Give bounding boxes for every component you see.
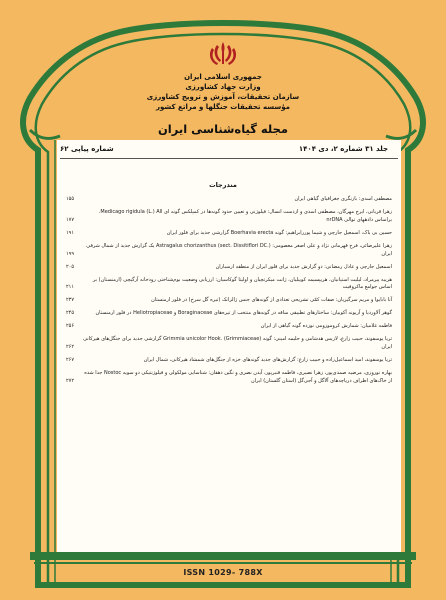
toc-title: مندرجات xyxy=(209,181,237,189)
issue-serial-number: شماره پیاپی ۶۲ xyxy=(60,145,114,153)
toc-entry-text: اسمعیل جارچی و عادل رمضانی: دو گزارش جدید برای فلور ایران از منطقه ارسباران xyxy=(215,263,392,270)
toc-entry-text: زهرا قربانی، ایرج مهرگان، مصطفی اسدی و ازدست انسال: فیلوژنی و تعیین حدود گونه‌ها در کمپلکس گونه ای Medicago rigidula (L.) All. براساس دادههای توالی nrDNA xyxy=(98,208,392,223)
toc-page-number: ۲۶۲ xyxy=(66,344,75,351)
toc-entry[interactable] xyxy=(66,310,392,318)
toc-page-number: ۲۰۵ xyxy=(66,263,75,270)
toc-page-number: ۱۹۱ xyxy=(66,229,75,236)
toc-entry-text: زهرا علیرضائی، فرخ قهرمانی نژاد و علی اصغر معصومی: Astragalus chorizanthus (sect. Dissitiflori DC.) یک گزارش جدید از شمال شرقی ایران xyxy=(86,242,392,257)
header-line-organization: سازمان تحقیقات، آموزش و ترویج کشاورزی xyxy=(146,93,300,101)
toc-page-number: ۲۷۲ xyxy=(66,377,75,384)
toc-entry[interactable] xyxy=(66,323,392,331)
issn-number: ISSN 1029- 788X xyxy=(183,568,263,577)
toc-entry-text: حسین بی باک، اسمعیل جارچی و شیما پوررابراهیم: گونه Boerhavia erecta گزارشی جدید برای فلور ایران xyxy=(166,229,392,236)
toc-entry[interactable] xyxy=(66,196,392,204)
issue-volume: جلد ۳۱ شماره ۲، دی ۱۴۰۴ xyxy=(298,145,388,153)
toc-entry-text: فاطمه غلامیان: شمارش کروموزومی نوزده گونه گیاهی از ایران xyxy=(260,323,392,330)
table-of-contents xyxy=(66,196,392,391)
toc-page-number: ۱۹۹ xyxy=(66,250,75,257)
toc-page-number: ۱۷۷ xyxy=(66,216,75,223)
toc-entry[interactable] xyxy=(66,277,392,293)
toc-entry-text: ثریا یوسفوند، امید اسماعیل‌زاده و حبیب زارع: گزارش‌های جدید گونه‌های خزه از جنگل‌های شمشاد هیرکانی، شمال ایران xyxy=(143,357,392,364)
toc-entry[interactable] xyxy=(66,209,392,225)
journal-title: مجله گیاه‌شناسی ایران xyxy=(157,122,288,136)
toc-entry[interactable] xyxy=(66,230,392,238)
toc-entry[interactable] xyxy=(66,357,392,365)
toc-page-number: ۲۴۵ xyxy=(66,310,75,317)
toc-page-number: ۲۶۷ xyxy=(66,357,75,364)
toc-entry-text: گوهر آلاوردیا و آریونه آکوبیان: ساختارهای تطبیقی ساقه در گونه‌های منتخب از تیره‌های Boraginaceae و Heliotropiaceae در فلور ارمنستان xyxy=(95,310,392,317)
header-line-institute: مؤسسه تحقیقات جنگلها و مراتع کشور xyxy=(156,103,290,111)
header-line-ministry: وزارت جهاد کشاورزی xyxy=(185,83,261,91)
toc-page-number: ۲۵۶ xyxy=(66,323,75,330)
toc-entry[interactable] xyxy=(66,297,392,305)
toc-entry[interactable] xyxy=(66,243,392,259)
toc-entry[interactable] xyxy=(66,336,392,352)
toc-entry[interactable] xyxy=(66,264,392,272)
toc-entry-text: آنا بابایوا و مریم سرگیزیان: صفات کمّی تشریحی تعدادی از گونه‌های جنس ژالزانک (تیره گل سرخ) در فلور ارمنستان xyxy=(151,297,392,304)
iran-emblem-icon xyxy=(207,40,239,68)
toc-page-number: ۲۱۱ xyxy=(66,284,75,291)
toc-entry-text: هریبه پیرمراد، لیلیت استپانیان، هریپسیمه کوبیلیان، ژانت میکرتچیان و اولیتا گوکاسیان: ارزیابی وضعیت بوم‌شناختی رودخانه آرگیچی (ارمنستان) بر اساس جوامع ماکروفیت xyxy=(92,276,392,291)
divider xyxy=(60,158,398,159)
toc-entry[interactable] xyxy=(66,370,392,386)
toc-page-number: ۱۵۵ xyxy=(66,196,75,202)
toc-entry-text: بهاره نوروزی، مرضیه صمدی‌پور، زهرا نصیری، فاطمه قنبرپور، آیدن نصری و نگین دهقان: شناسایی مولکولی و فیلوژنتیکی دو سویه Nostoc جدا شده از خاک‌های اطراف دریاچه‌های آلاگل و آجی‌گل (استان گلستان) ایران xyxy=(84,370,392,384)
toc-entry-text: مصطفی اسدی: بازنگری جغرافیای گیاهی ایران xyxy=(294,196,392,202)
toc-page-number: ۲۳۷ xyxy=(66,297,75,304)
toc-entry-text: ثریا یوسفوند، حبیب زارع، لاریس هدشامی و حلیمه امینی: گونه Grimmia unicolor Hook. (Grimmiaceae) گزارشی جدید برای جنگل‌های هیرکانی ایران xyxy=(83,336,392,351)
header-line-republic: جمهوری اسلامی ایران xyxy=(184,73,262,81)
